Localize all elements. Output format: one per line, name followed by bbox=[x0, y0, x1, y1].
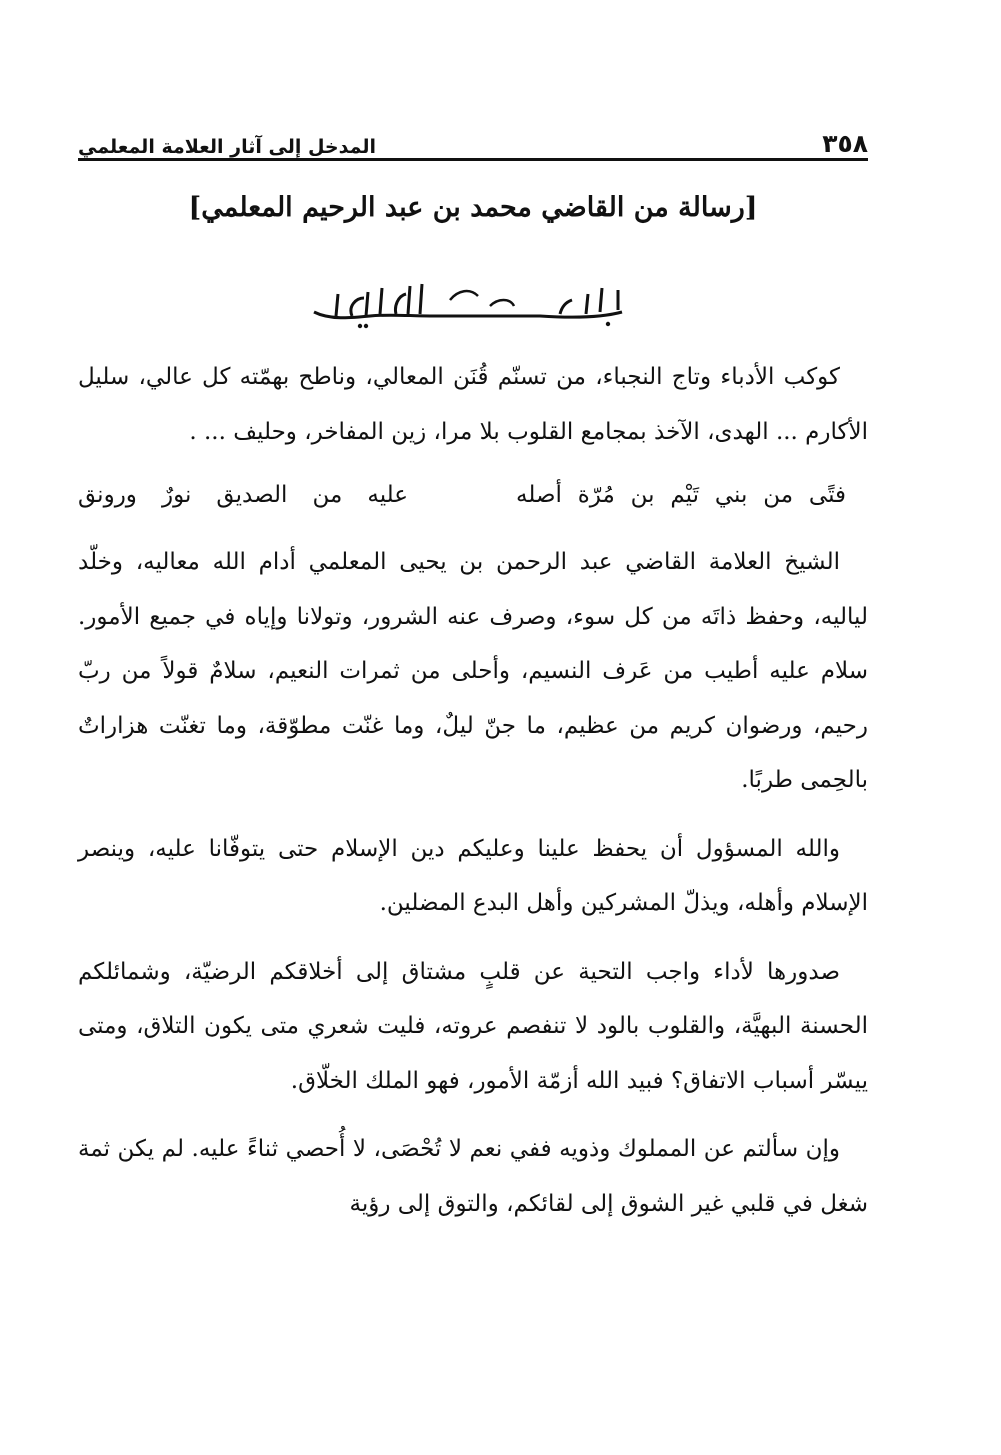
header-divider bbox=[78, 158, 868, 161]
page-header bbox=[78, 118, 868, 158]
paragraph-3: والله المسؤول أن يحفظ علينا وعليكم دين الإسلام حتى يتوفّانا عليه، وينصر الإسلام وأهله، ويذلّ المشركين وأهل البدع المضلين. bbox=[78, 835, 868, 916]
basmala-calligraphy-graphic bbox=[300, 276, 640, 334]
letter-title: [رسالة من القاضي محمد بن عبد الرحيم المعلمي] bbox=[188, 192, 758, 223]
paragraph-2: الشيخ العلامة القاضي عبد الرحمن بن يحيى المعلمي أدام الله معاليه، وخلّد لياليه، وحفظ ذاتَه من كل سوء، وصرف عنه الشرور، وتولانا وإياه في جميع الأمور. سلام عليه أطيب من عَرف النسيم، وأحلى من ثمرات النعيم، سلامٌ قولاً من ربّ رحيم، ورضوان كريم من عظيم، ما جنّ ليلٌ، وما غنّت مطوّقة، وما تغنّت هزاراتٌ بالحِمى طربًا. bbox=[78, 549, 868, 793]
paragraph-5: وإن سألتم عن المملوك وذويه ففي نعم لا تُحْصَى، لا أُحصي ثناءً عليه. لم يكن ثمة شغل في قلبي غير الشوق إلى لقائكم، والتوق إلى رؤية bbox=[78, 1136, 868, 1217]
verse-first-hemistich: فتًى من بني تَيْم بن مُرّة أصله bbox=[516, 482, 846, 508]
paragraph-4: صدورها لأداء واجب التحية عن قلبٍ مشتاق إلى أخلاقكم الرضيّة، وشمائلكم الحسنة البهيَّة، والقلوب بالود لا تنفصم عروته، فليت شعري متى يكون التلاق، ومتى ييسّر أسباب الاتفاق؟ فبيد الله أزمّة الأمور، فهو الملك الخلّاق. bbox=[78, 958, 868, 1094]
basmala-calligraphy bbox=[300, 276, 640, 334]
running-title: المدخل إلى آثار العلامة المعلمي bbox=[78, 136, 376, 158]
paragraph-1: كوكب الأدباء وتاج النجباء، من تسنّم قُنَن المعالي، وناطح بهمّته كل عالي، سليل الأكارم ... الهدى، الآخذ بمجامع القلوب بلا مرا، زين المفاخر، وحليف ... . bbox=[78, 364, 868, 445]
verse-second-hemistich: عليه من الصديق نورٌ ورونق bbox=[78, 482, 408, 508]
letter-body bbox=[78, 350, 868, 1245]
poetry-verse bbox=[78, 473, 868, 517]
page-number: ٣٥٨ bbox=[822, 129, 868, 158]
